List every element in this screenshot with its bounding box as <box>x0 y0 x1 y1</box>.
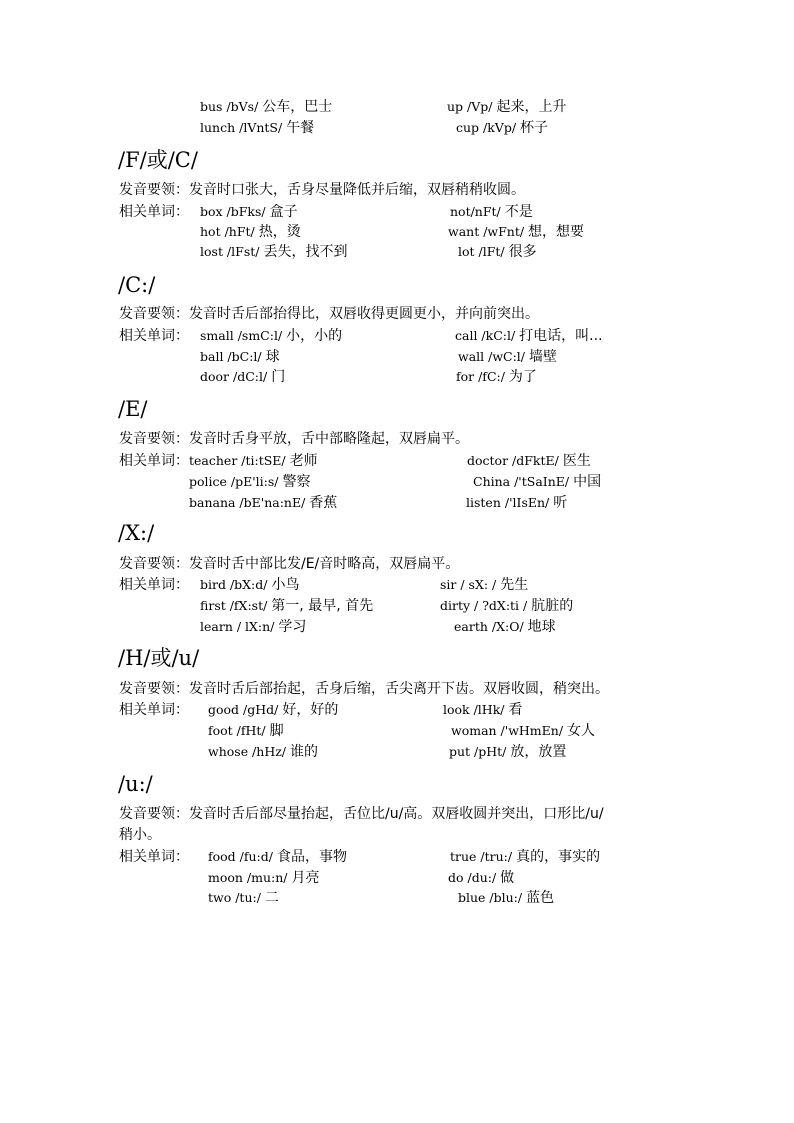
pronunciation-description: 发音要领：发音时舌中部比发/E/音时略高，双唇扁平。 <box>119 556 460 572</box>
word-entry: banana /bE'na:nE/ 香蕉 <box>189 495 338 511</box>
related-words-label: 相关单词： <box>119 453 189 469</box>
word-entry: want /wFnt/ 想，想要 <box>448 224 585 240</box>
word-entry: police /pE'li:s/ 警察 <box>189 474 311 490</box>
phoneme-heading: /E/ <box>118 397 148 421</box>
related-words-label: 相关单词： <box>119 328 189 344</box>
pronunciation-description: 发音要领：发音时舌后部尽量抬起，舌位比/u/高。双唇收圆并突出，口形比/u/ <box>119 806 604 822</box>
word-entry: up /Vp/ 起来，上升 <box>447 99 567 115</box>
word-entry: first /fX:st/ 第一, 最早, 首先 <box>200 598 374 614</box>
pronunciation-description: 发音要领：发音时舌后部抬得比，双唇收得更圆更小，并向前突出。 <box>119 306 539 322</box>
word-entry: lunch /lVntS/ 午餐 <box>200 120 315 136</box>
word-entry: good /gHd/ 好，好的 <box>208 702 339 718</box>
related-words-label: 相关单词： <box>119 849 189 865</box>
word-entry: not/nFt/ 不是 <box>450 204 533 220</box>
word-entry: cup /kVp/ 杯子 <box>456 120 549 136</box>
word-entry: door /dC:l/ 门 <box>200 369 286 385</box>
word-entry: put /pHt/ 放，放置 <box>449 744 567 760</box>
word-entry: whose /hHz/ 谁的 <box>208 744 318 760</box>
word-entry: true /tru:/ 真的，事实的 <box>450 849 601 865</box>
word-entry: bird /bX:d/ 小鸟 <box>200 577 300 593</box>
word-entry: sir / sX: / 先生 <box>440 577 529 593</box>
word-entry: dirty / ?dX:ti / 肮脏的 <box>440 598 574 614</box>
pronunciation-description: 发音要领：发音时口张大，舌身尽量降低并后缩，双唇稍稍收圆。 <box>119 182 525 198</box>
word-entry: learn / lX:n/ 学习 <box>200 619 307 635</box>
word-entry: listen /'lIsEn/ 听 <box>466 495 568 511</box>
word-entry: two /tu:/ 二 <box>208 890 279 906</box>
word-entry: blue /blu:/ 蓝色 <box>458 890 555 906</box>
phoneme-heading: /F/或/C/ <box>118 148 198 172</box>
word-entry: wall /wC:l/ 墙壁 <box>458 349 557 365</box>
word-entry: hot /hFt/ 热，烫 <box>200 224 301 240</box>
pronunciation-description: 发音要领：发音时舌身平放，舌中部略隆起，双唇扁平。 <box>119 431 469 447</box>
related-words-label: 相关单词： <box>119 702 189 718</box>
word-entry: lot /lFt/ 很多 <box>458 244 537 260</box>
word-entry: do /du:/ 做 <box>448 870 515 886</box>
phoneme-heading: /H/或/u/ <box>118 646 200 670</box>
phoneme-heading: /u:/ <box>118 772 153 796</box>
word-entry: teacher /ti:tSE/ 老师 <box>189 453 318 469</box>
word-entry: doctor /dFktE/ 医生 <box>467 453 591 469</box>
phoneme-heading: /C:/ <box>118 273 156 297</box>
word-entry: for /fC:/ 为了 <box>456 369 537 385</box>
word-entry: earth /X:O/ 地球 <box>454 619 556 635</box>
word-entry: box /bFks/ 盒子 <box>200 204 298 220</box>
word-entry: ball /bC:l/ 球 <box>200 349 280 365</box>
word-entry: moon /mu:n/ 月亮 <box>208 870 320 886</box>
related-words-label: 相关单词： <box>119 577 189 593</box>
word-entry: food /fu:d/ 食品，事物 <box>208 849 347 865</box>
phoneme-heading: /X:/ <box>118 521 155 545</box>
word-entry: lost /lFst/ 丢失，找不到 <box>200 244 348 260</box>
pronunciation-description-continued: 稍小。 <box>119 827 161 843</box>
word-entry: bus /bVs/ 公车，巴士 <box>200 99 333 115</box>
word-entry: woman /'wHmEn/ 女人 <box>451 723 596 739</box>
word-entry: call /kC:l/ 打电话，叫... <box>455 328 603 344</box>
word-entry: foot /fHt/ 脚 <box>208 723 284 739</box>
pronunciation-description: 发音要领：发音时舌后部抬起，舌身后缩，舌尖离开下齿。双唇收圆，稍突出。 <box>119 681 609 697</box>
related-words-label: 相关单词： <box>119 204 189 220</box>
word-entry: small /smC:l/ 小，小的 <box>200 328 343 344</box>
word-entry: China /'tSaInE/ 中国 <box>473 474 602 490</box>
word-entry: look /lHk/ 看 <box>443 702 523 718</box>
